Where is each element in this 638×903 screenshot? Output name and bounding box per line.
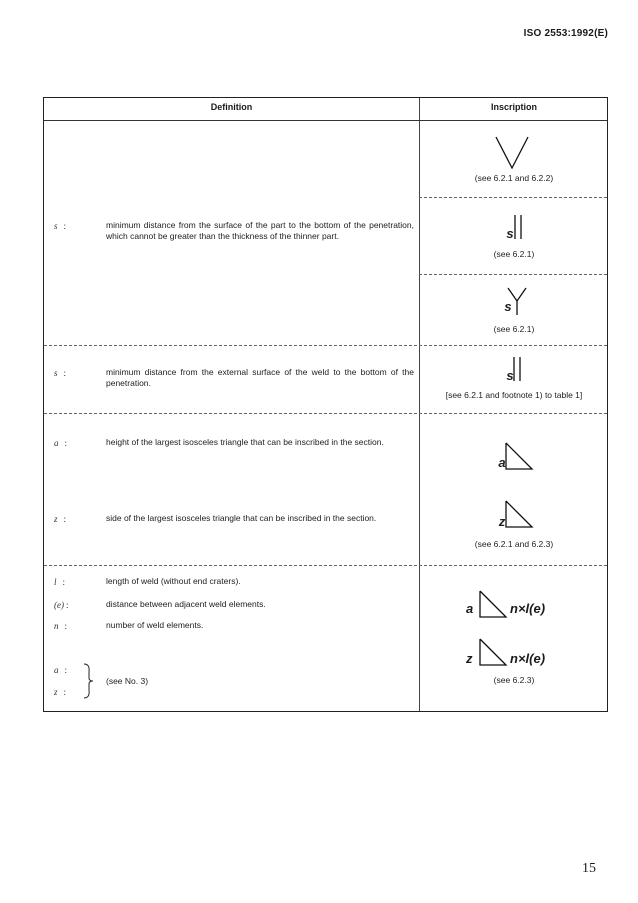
symbol-a-repeat: a : xyxy=(54,665,68,675)
definition-s-part: minimum distance from the surface of the part to the bottom of the penetration, which cannot be greater than the thickness of the thinner part. xyxy=(106,220,414,241)
flare-butt-symbol xyxy=(512,357,524,383)
row3-rule xyxy=(44,413,607,414)
header-inscription: Inscription xyxy=(490,102,537,112)
y-groove-symbol xyxy=(506,287,528,317)
inscription-mark-z: z xyxy=(498,514,506,529)
definition-a: height of the largest isosceles triangle that can be inscribed in the section. xyxy=(106,437,384,447)
symbol-z: z : xyxy=(54,514,67,524)
symbol-a: a : xyxy=(54,438,68,448)
header-definition: Definition xyxy=(210,102,253,112)
fillet-a-symbol xyxy=(504,441,534,471)
row2-end-rule xyxy=(44,345,607,346)
intermittent-z-prefix: z xyxy=(466,651,473,666)
inscription-mark-s-y: s xyxy=(504,299,512,314)
definition-z: side of the largest isosceles triangle that can be inscribed in the section. xyxy=(106,513,377,523)
row3-reference: [see 6.2.1 and footnote 1) to table 1] xyxy=(445,390,583,400)
intermittent-z-fillet-symbol xyxy=(478,637,508,667)
row2-rule xyxy=(419,274,607,275)
column-divider xyxy=(419,98,420,711)
standard-id: ISO 2553:1992(E) xyxy=(523,28,608,39)
row4-reference: (see 6.2.1 and 6.2.3) xyxy=(474,539,554,549)
intermittent-z-suffix: n×l(e) xyxy=(510,651,546,666)
fillet-z-symbol xyxy=(504,499,534,529)
inscription-mark-s: s xyxy=(506,226,514,241)
symbol-l: l : xyxy=(54,577,66,587)
definition-s-weld: minimum distance from the external surface of the weld to the bottom of the penetration. xyxy=(106,367,414,388)
symbol-s: s : xyxy=(54,221,67,231)
row1-reference: (see 6.2.1 and 6.2.2) xyxy=(474,173,554,183)
intermittent-a-prefix: a xyxy=(466,601,474,616)
intermittent-a-suffix: n×l(e) xyxy=(510,601,546,616)
definition-l: length of weld (without end craters). xyxy=(106,576,241,586)
symbols-table xyxy=(43,97,608,712)
see-no-3: (see No. 3) xyxy=(106,676,149,686)
intermittent-a-fillet-symbol xyxy=(478,589,508,619)
inscription-mark-s-flare: s xyxy=(506,368,514,383)
row2-reference-2: (see 6.2.1) xyxy=(493,324,535,334)
symbol-z-repeat: z : xyxy=(54,687,67,697)
row1-rule xyxy=(419,197,607,198)
definition-n: number of weld elements. xyxy=(106,620,204,630)
definition-e: distance between adjacent weld elements. xyxy=(106,599,266,609)
symbol-s-weld: s : xyxy=(54,368,67,378)
square-butt-symbol xyxy=(513,215,525,241)
symbol-n: n : xyxy=(54,621,68,631)
v-groove-symbol xyxy=(492,135,532,171)
page-number: 15 xyxy=(582,861,596,876)
inscription-mark-a: a xyxy=(498,455,506,470)
row4-rule xyxy=(44,565,607,566)
row5-reference: (see 6.2.3) xyxy=(493,675,535,685)
brace-icon xyxy=(82,663,94,699)
header-rule xyxy=(44,120,607,121)
symbol-e: (e) : xyxy=(54,600,69,610)
row2-reference-1: (see 6.2.1) xyxy=(493,249,535,259)
